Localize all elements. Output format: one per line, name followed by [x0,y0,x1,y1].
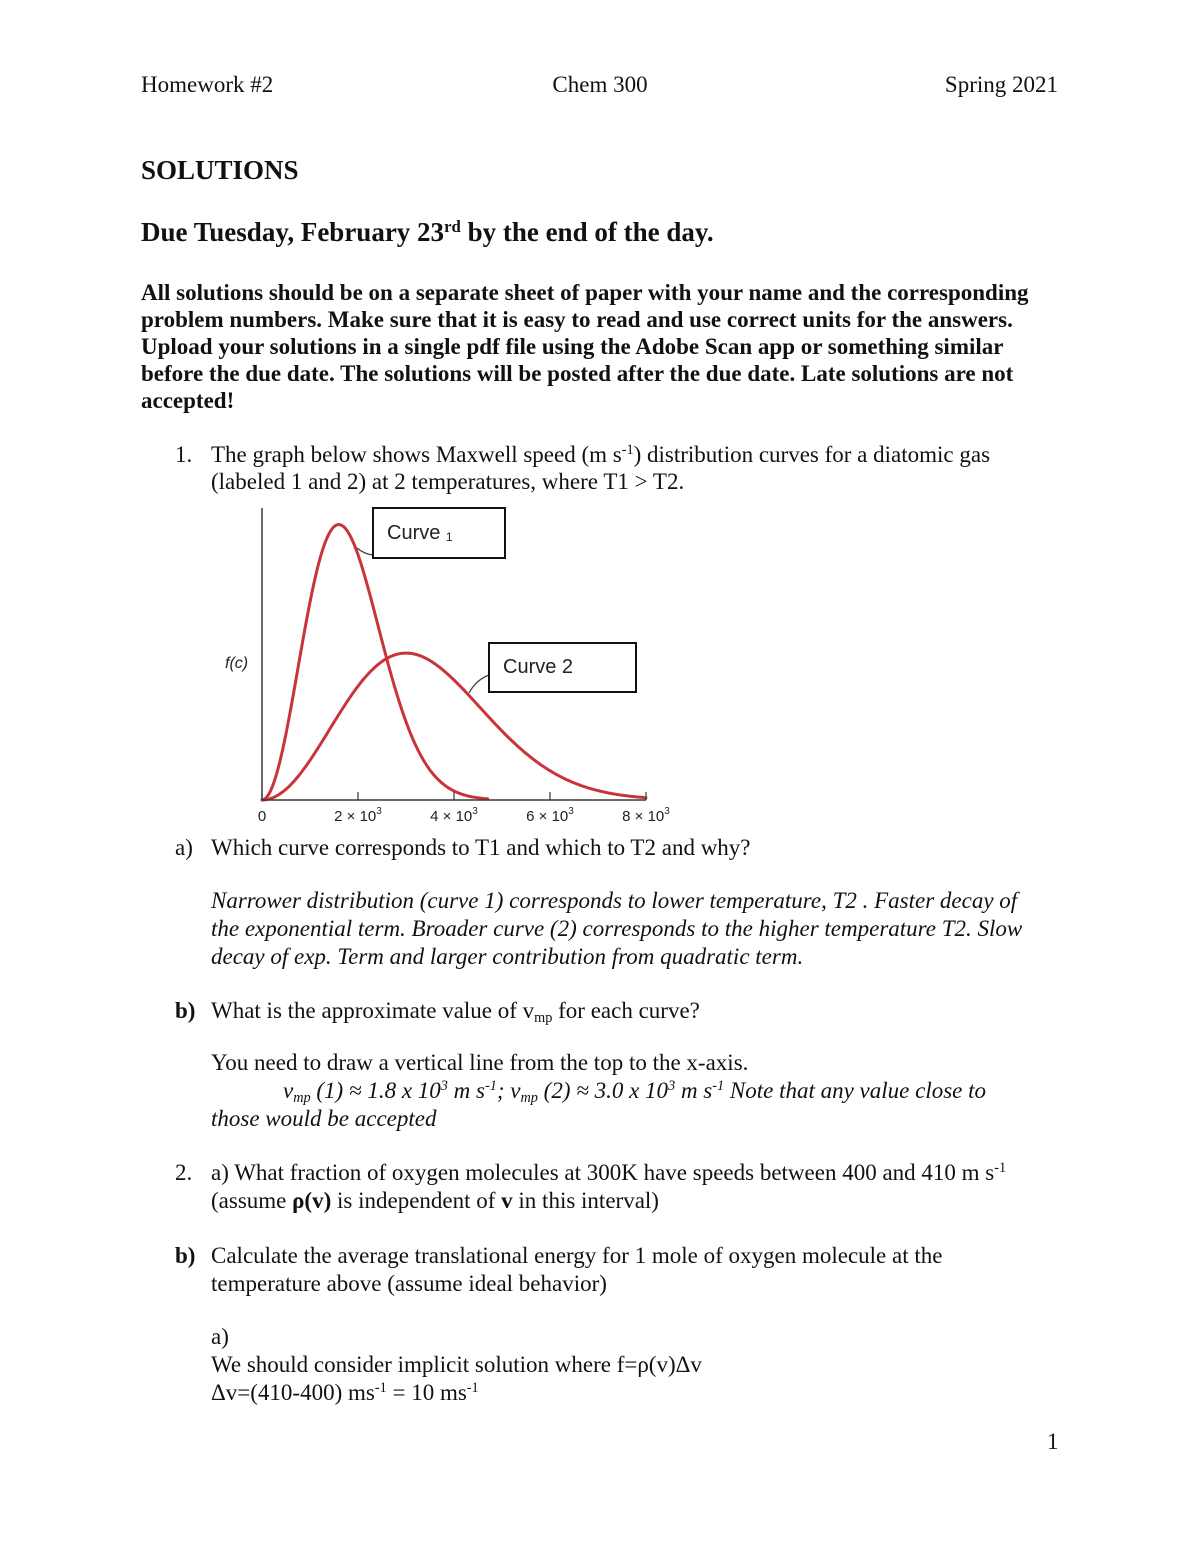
question-1-stem [211,441,990,468]
question-text: for each curve? [552,998,700,1023]
rho-symbol: ρ(v) [292,1188,332,1213]
tick-base: 8 × 10 [622,808,665,825]
superscript: -1 [466,1380,479,1397]
question-2a-text [211,1159,1006,1186]
question-2-number: 2. [175,1160,193,1185]
tick-exponent: 3 [664,806,670,817]
v-symbol: v [501,1188,513,1213]
question-text: a) What fraction of oxygen molecules at 300K have speeds between 400 and 410 m s [211,1160,995,1185]
callout-label: Curve 2 [503,656,574,678]
question-1-number: 1. [175,442,193,467]
answer-text: m s [447,1078,485,1103]
solution-text: Δv=(410-400) ms [211,1380,375,1405]
superscript: rd [444,216,461,236]
tick-exponent: 3 [472,806,478,817]
x-tick-label [526,806,574,825]
answer-text: ; v [496,1078,521,1103]
x-tick-label [334,806,382,825]
superscript: -1 [712,1078,725,1095]
header-center: Chem 300 [552,72,648,97]
x-tick-label [258,808,266,825]
callout-label: Curve [387,521,441,544]
superscript: -1 [621,442,634,459]
solution-2a-line: We should consider implicit solution where f=ρ(v)Δv [211,1352,702,1377]
due-date [141,217,714,248]
question-text: is independent of [331,1188,502,1213]
tick-base: 6 × 10 [526,808,569,825]
question-2b-text: Calculate the average translational energy for 1 mole of oxygen molecule at the [211,1243,943,1268]
x-tick-label [430,806,478,825]
question-1b-label: b) [175,998,196,1023]
tick-base: 0 [257,808,267,825]
tick-exponent: 3 [568,806,574,817]
page-title: SOLUTIONS [141,155,299,185]
answer-1b-values [283,1077,986,1104]
answer-text: (1) ≈ 1.8 x 10 [310,1078,441,1103]
answer-1a-line: the exponential term. Broader curve (2) corresponds to the higher temperature T2. Slow [211,916,1023,941]
question-1a-text: Which curve corresponds to T1 and which to T2 and why? [211,835,751,860]
solution-2a-label: a) [211,1324,229,1349]
superscript: 3 [668,1078,676,1095]
superscript: 3 [440,1078,448,1095]
solution-text: = 10 ms [386,1380,467,1405]
tick-exponent: 3 [376,806,382,817]
question-1a-label: a) [175,835,193,860]
instructions-line: Upload your solutions in a single pdf file using the Adobe Scan app or something similar [141,334,1004,359]
answer-text: v [283,1078,294,1103]
stem-text: ) distribution curves for a diatomic gas [633,442,991,467]
answer-1b-hint: You need to draw a vertical line from the top to the x-axis. [211,1050,749,1075]
subscript: mp [293,1089,311,1106]
page-number: 1 [1047,1429,1059,1454]
instructions-line: All solutions should be on a separate sheet of paper with your name and the corresponding [141,280,1029,305]
answer-1a-line: decay of exp. Term and larger contribution from quadratic term. [211,944,804,969]
superscript: -1 [374,1380,387,1397]
question-2b-label: b) [175,1243,196,1268]
superscript: -1 [994,1160,1007,1177]
answer-text: (2) ≈ 3.0 x 10 [537,1078,669,1103]
solution-2a-line [211,1379,479,1406]
instructions-line: before the due date. The solutions will be posted after the due date. Late solutions are not [141,361,1014,386]
header-right: Spring 2021 [944,72,1058,97]
superscript: -1 [484,1078,497,1095]
answer-1a-line: Narrower distribution (curve 1) corresponds to lower temperature, T2 . Faster decay of [211,888,1018,913]
subscript: mp [534,1009,553,1026]
tick-base: 2 × 10 [334,808,377,825]
question-2b-text: temperature above (assume ideal behavior) [211,1271,607,1296]
stem-text: The graph below shows Maxwell speed (m s [211,442,622,467]
question-2a-text [211,1187,659,1214]
tick-base: 4 × 10 [430,808,473,825]
curve-2-callout [488,642,637,693]
question-text: in this interval) [512,1188,659,1213]
header-left: Homework #2 [141,72,274,97]
curve-1-line [262,525,488,801]
instructions-line: problem numbers. Make sure that it is easy to read and use correct units for the answers. [141,307,1013,332]
answer-1b-note: those would be accepted [211,1106,437,1131]
question-1b-text [211,997,700,1024]
curve-1-leader-line [357,548,373,555]
curve-2-leader-line [469,675,489,693]
answer-text: m s [675,1078,713,1103]
x-tick-label [622,806,670,825]
curve-1-callout: Curve $_1$ [372,507,506,559]
due-text: by the end of the day. [460,217,714,247]
question-text: What is the approximate value of v [211,998,535,1023]
y-axis-label: f(c) [225,655,249,672]
question-1-stem: (labeled 1 and 2) at 2 temperatures, where T1 > T2. [211,469,685,494]
answer-text: Note that any value close to [724,1078,987,1103]
question-text: (assume [211,1188,293,1213]
due-text: Due Tuesday, February 23 [141,217,445,247]
subscript: mp [520,1089,538,1106]
instructions-line: accepted! [141,388,235,413]
